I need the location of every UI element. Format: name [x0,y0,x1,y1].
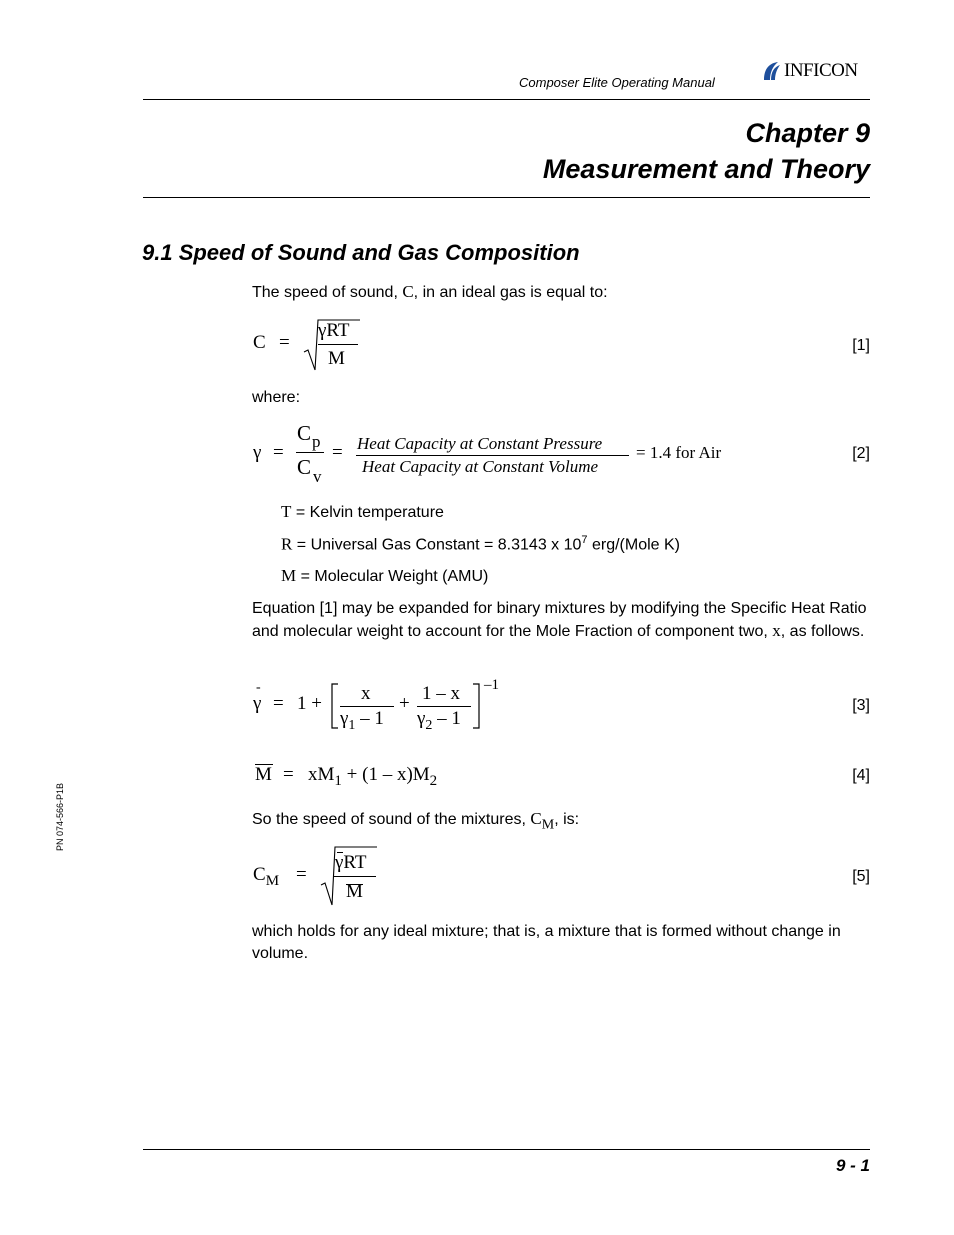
section-heading: 9.1 Speed of Sound and Gas Composition [142,240,580,265]
definition-r: R = Universal Gas Constant = 8.3143 x $10^7$ erg/(Mole K) [281,534,680,554]
inficon-logo [760,60,858,82]
intro-paragraph: The speed of sound, C, in an ideal gas is equal to: [252,282,608,301]
chapter-title [543,115,870,187]
part-number: PN 074-566-P1B [55,782,65,852]
expansion-paragraph: Equation [1] may be expanded for binary mixtures by modifying the Specific Heat Ratio and molecular weight to account for the Mole Fraction of component two, x, as follows. [252,600,867,640]
mixture-paragraph: So the speed of sound of the mixtures, $C_M$, is: [252,809,580,833]
equation-label: [3] [852,697,870,714]
header-rule [143,99,870,100]
definition-m: M = Molecular Weight (AMU) [281,566,489,585]
inficon-logo-mark-icon [760,60,782,82]
chapter-rule [143,197,870,198]
closing-paragraph: which holds for any ideal mixture; that is, a mixture that is formed without change in volume. [252,923,841,962]
running-head: Composer Elite Operating Manual [519,75,715,90]
equation-label: [4] [852,767,870,784]
definition-t: T = Kelvin temperature [281,502,444,521]
equation-label: [2] [852,445,870,462]
equation-label: [5] [852,868,870,885]
right-bracket-icon [471,683,481,729]
chapter-number: Chapter 9 [745,118,870,148]
page-number: 9 - 1 [835,1156,870,1175]
where-label: where: [252,389,301,406]
chapter-name: Measurement and Theory [542,154,870,184]
logo-text: INFICON [784,60,858,81]
equation-label: [1] [852,337,870,354]
footer-rule [143,1149,870,1150]
left-bracket-icon [330,683,340,729]
